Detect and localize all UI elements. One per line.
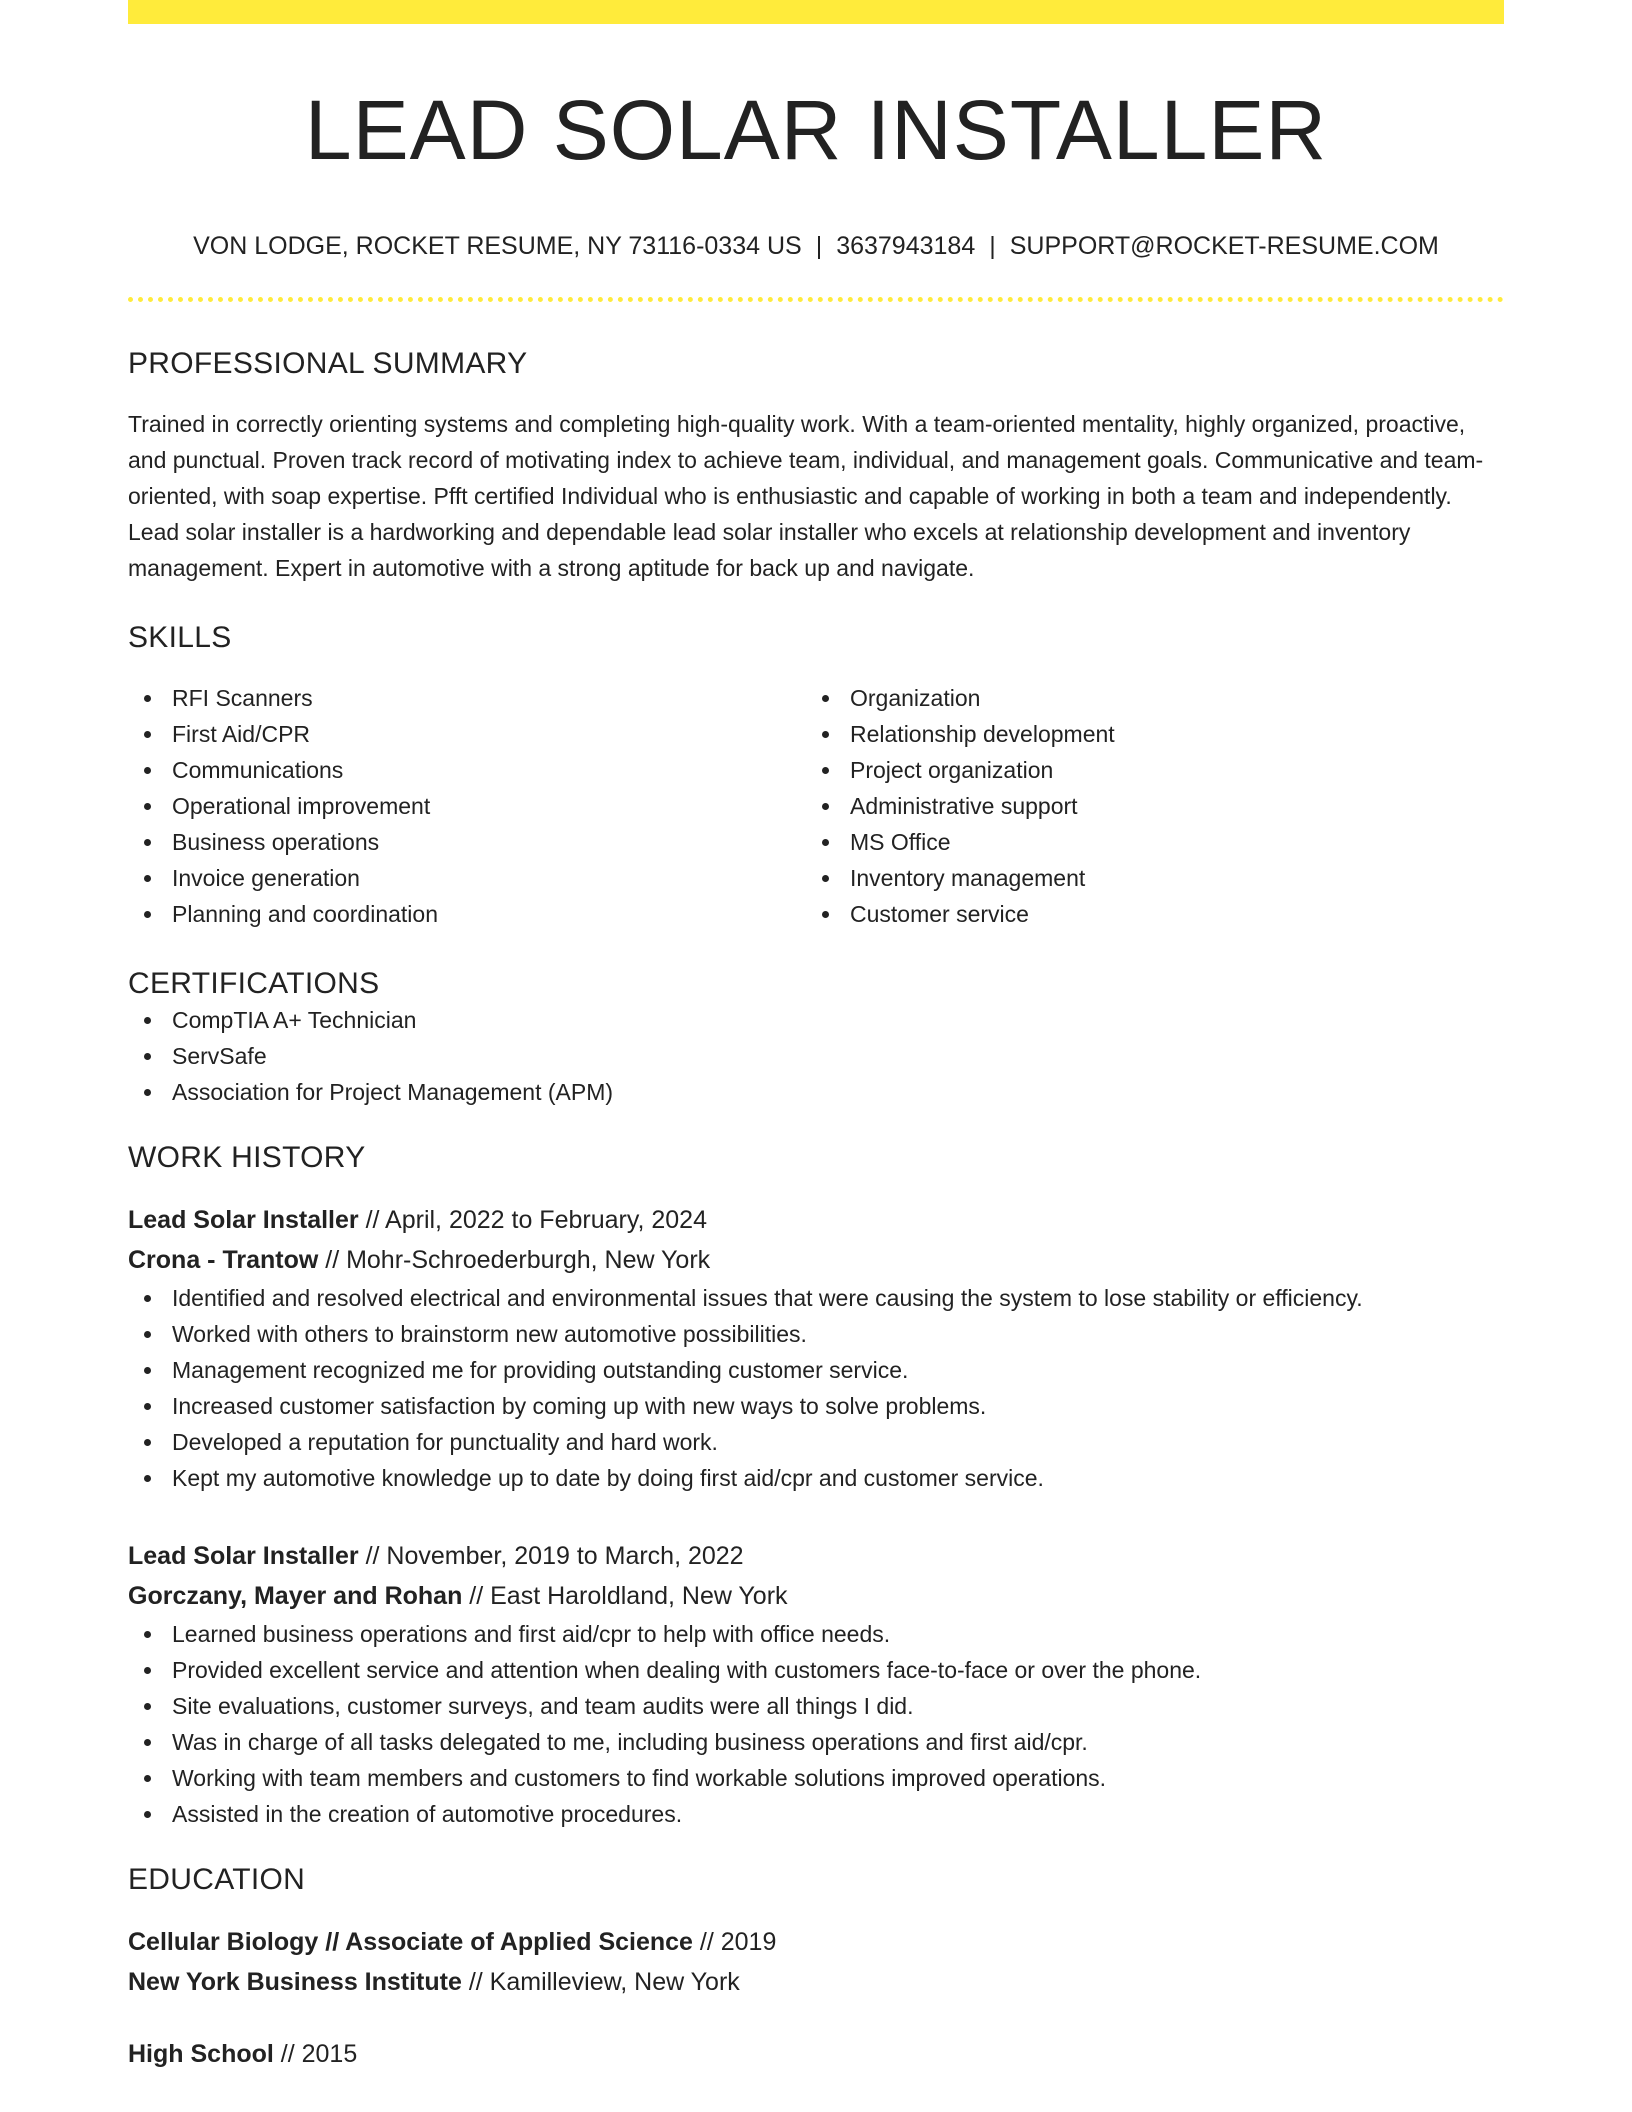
skill-item: Project organization: [806, 752, 1484, 788]
certification-item: CompTIA A+ Technician: [128, 1002, 1504, 1038]
education-heading: EDUCATION: [128, 1863, 306, 1896]
education-year: // 2019: [692, 1928, 777, 1956]
certification-item: ServSafe: [128, 1038, 1504, 1074]
skill-item: Inventory management: [806, 860, 1484, 896]
skill-item: Customer service: [806, 896, 1484, 932]
job-duties-list: [128, 1616, 1504, 1832]
job-company: Crona - Trantow: [128, 1246, 319, 1274]
education-degree: High School: [128, 2040, 274, 2068]
job-company-line: [128, 1576, 1504, 1616]
contact-separator: |: [989, 232, 996, 260]
education-degree-line: [128, 2034, 1504, 2074]
job-duty: Site evaluations, customer surveys, and team audits were all things I did.: [128, 1688, 1504, 1724]
accent-top-bar: [128, 0, 1504, 24]
job-role: Lead Solar Installer: [128, 1542, 359, 1570]
education-entry: [128, 1922, 1504, 2002]
job-duty: Kept my automotive knowledge up to date by doing first aid/cpr and customer service.: [128, 1460, 1504, 1496]
skills-list-right: [806, 680, 1484, 932]
skill-item: Communications: [128, 752, 806, 788]
skill-item: Relationship development: [806, 716, 1484, 752]
job-duty: Learned business operations and first aid/cpr to help with office needs.: [128, 1616, 1504, 1652]
certifications-heading: CERTIFICATIONS: [128, 967, 380, 1000]
job-duty: Provided excellent service and attention when dealing with customers face-to-face or over the phone.: [128, 1652, 1504, 1688]
skill-item: Organization: [806, 680, 1484, 716]
education-school-line: [128, 1962, 1504, 2002]
job-role: Lead Solar Installer: [128, 1206, 359, 1234]
resume-page: [128, 0, 1504, 2074]
contact-line: [128, 230, 1504, 262]
education-degree-line: [128, 1922, 1504, 1962]
skill-item: Planning and coordination: [128, 896, 806, 932]
job-role-line: [128, 1536, 1504, 1576]
job-location: // Mohr-Schroederburgh, New York: [318, 1246, 711, 1274]
job-duty: Was in charge of all tasks delegated to me, including business operations and first aid/cpr.: [128, 1724, 1504, 1760]
job-company: Gorczany, Mayer and Rohan: [128, 1582, 463, 1610]
summary-text: Trained in correctly orienting systems and completing high-quality work. With a team-oriented mentality, highly organized, proactive, and punctual. Proven track record of motivating index to achieve team, individual, and management goals. Communicative and team-oriented, with soap expertise. Pfft certified Individual who is enthusiastic and capable of working in both a team and independently. Lead solar installer is a hardworking and dependable lead solar installer who excels at relationship development and inventory management. Expert in automotive with a strong aptitude for back up and navigate.: [128, 411, 1484, 581]
job-location: // East Haroldland, New York: [462, 1582, 788, 1610]
job-role-line: [128, 1200, 1504, 1240]
skill-item: RFI Scanners: [128, 680, 806, 716]
job-duty: Assisted in the creation of automotive procedures.: [128, 1796, 1504, 1832]
certification-item: Association for Project Management (APM): [128, 1074, 1504, 1110]
work-history-heading: WORK HISTORY: [128, 1141, 366, 1174]
skill-item: Administrative support: [806, 788, 1484, 824]
job-duty: Identified and resolved electrical and environmental issues that were causing the system to lose stability or efficiency.: [128, 1280, 1504, 1316]
education-entry: [128, 2034, 1504, 2074]
skill-item: Invoice generation: [128, 860, 806, 896]
contact-address: VON LODGE, ROCKET RESUME, NY 73116-0334 US: [193, 232, 802, 260]
skills-grid: [128, 680, 1504, 932]
job-entry: [128, 1536, 1504, 1832]
education-school: New York Business Institute: [128, 1968, 462, 1996]
skills-column-right: [806, 680, 1484, 932]
job-dates: // November, 2019 to March, 2022: [358, 1542, 744, 1570]
education-degree: Cellular Biology // Associate of Applied Science: [128, 1928, 693, 1956]
job-duty: Working with team members and customers to find workable solutions improved operations.: [128, 1760, 1504, 1796]
certifications-list: [128, 1002, 1504, 1110]
skill-item: MS Office: [806, 824, 1484, 860]
job-duties-list: [128, 1280, 1504, 1496]
job-entry: [128, 1200, 1504, 1496]
skill-item: Operational improvement: [128, 788, 806, 824]
summary-heading: PROFESSIONAL SUMMARY: [128, 347, 528, 380]
dotted-divider: [128, 297, 1504, 302]
job-duty: Developed a reputation for punctuality and hard work.: [128, 1424, 1504, 1460]
education-location: // Kamilleview, New York: [461, 1968, 740, 1996]
skills-column-left: [128, 680, 806, 932]
contact-phone: 3637943184: [836, 232, 976, 260]
job-duty: Management recognized me for providing outstanding customer service.: [128, 1352, 1504, 1388]
skill-item: First Aid/CPR: [128, 716, 806, 752]
job-dates: // April, 2022 to February, 2024: [358, 1206, 707, 1234]
resume-title: LEAD SOLAR INSTALLER: [304, 83, 1328, 177]
contact-separator: |: [815, 232, 823, 260]
contact-email: SUPPORT@ROCKET-RESUME.COM: [1009, 232, 1439, 260]
skills-list-left: [128, 680, 806, 932]
skill-item: Business operations: [128, 824, 806, 860]
skills-heading: SKILLS: [128, 621, 232, 654]
job-company-line: [128, 1240, 1504, 1280]
education-year: // 2015: [273, 2040, 358, 2068]
job-duty: Worked with others to brainstorm new automotive possibilities.: [128, 1316, 1504, 1352]
job-duty: Increased customer satisfaction by coming up with new ways to solve problems.: [128, 1388, 1504, 1424]
